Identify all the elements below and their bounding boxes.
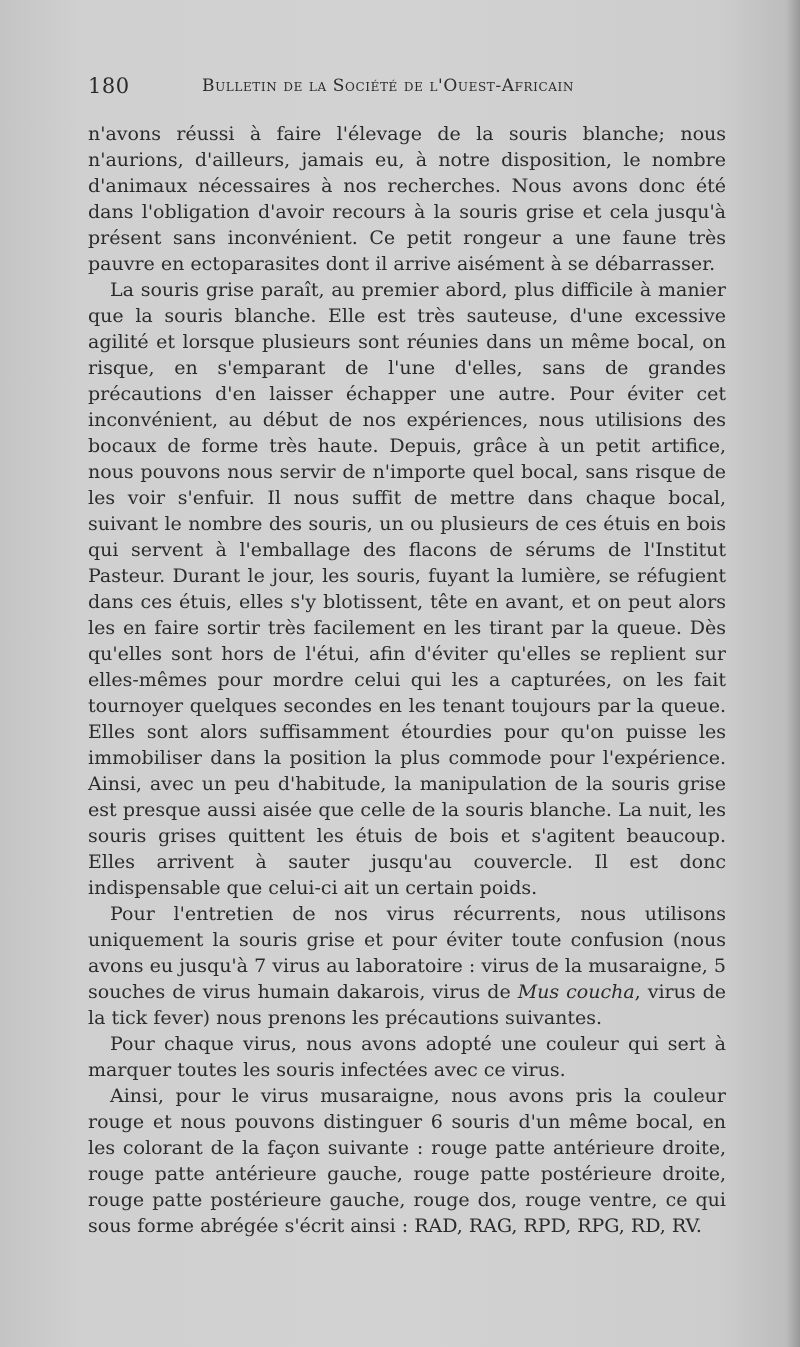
paragraph-3 bbox=[88, 901, 726, 1031]
paragraph-5: Ainsi, pour le virus musaraigne, nous avons pris la couleur rouge et nous pouvons distinguer 6 souris d'un même bocal, en les colorant de la façon suivante : rouge patte antérieure droite, rouge patte antérieure gauche, rouge patte postérieure droite, rouge patte postérieure gauche, rouge dos, rouge ventre, ce qui sous forme abrégée s'écrit ainsi : RAD, RAG, RPD, RPG, RD, RV. bbox=[88, 1085, 726, 1237]
paragraph-4: Pour chaque virus, nous avons adopté une couleur qui sert à marquer toutes les souris infectées avec ce virus. bbox=[88, 1033, 726, 1081]
page-edge-shadow bbox=[786, 0, 800, 1347]
paragraph-1: n'avons réussi à faire l'élevage de la souris blanche; nous n'aurions, d'ailleurs, jamais eu, à notre disposition, le nombre d'animaux nécessaires à nos recherches. Nous avons donc été dans l'obligation d'avoir recours à la souris grise et cela jusqu'à présent sans inconvénient. Ce petit rongeur a une faune très pauvre en ectoparasites dont il arrive aisément à se débarrasser. bbox=[88, 123, 726, 275]
page-number: 180 bbox=[88, 74, 130, 98]
species-name: Mus coucha bbox=[517, 981, 635, 1003]
running-title: Bulletin de la Société de l'Ouest-Africain bbox=[202, 76, 574, 96]
paragraph-3-part-2: , virus de la tick fever) nous prenons les précautions suivantes. bbox=[88, 981, 726, 1029]
page-header bbox=[88, 74, 728, 104]
paragraph-3-part-1: Pour l'entretien de nos virus récurrents, nous utilisons uniquement la souris grise et pour éviter toute confusion (nous avons eu jusqu'à 7 virus au laboratoire : virus de la musaraigne, 5 souches de virus humain dakarois, virus de bbox=[88, 903, 726, 1003]
paragraph-2: La souris grise paraît, au premier abord, plus difficile à manier que la souris blanche. Elle est très sauteuse, d'une excessive agilité et lorsque plusieurs sont réunies dans un même bocal, on risque, en s'emparant de l'une d'elles, sans de grandes précautions d'en laisser échapper une autre. Pour éviter cet inconvénient, au début de nos expériences, nous utilisions des bocaux de forme très haute. Depuis, grâce à un petit artifice, nous pouvons nous servir de n'importe quel bocal, sans risque de les voir s'enfuir. Il nous suffit de mettre dans chaque bocal, suivant le nombre des souris, un ou plusieurs de ces étuis en bois qui servent à l'emballage des flacons de sérums de l'Institut Pasteur. Durant le jour, les souris, fuyant la lumière, se réfugient dans ces étuis, elles s'y blotissent, tête en avant, et on peut alors les en faire sortir très facilement en les tirant par la queue. Dès qu'elles sont hors de l'étui, afin d'éviter qu'elles se replient sur elles-mêmes pour mordre celui qui les a capturées, on les fait tournoyer quelques secondes en les tenant toujours par la queue. Elles sont alors suffisamment étourdies pour qu'on puisse les immobiliser dans la position la plus commode pour l'expérience. Ainsi, avec un peu d'habitude, la manipulation de la souris grise est presque aussi aisée que celle de la souris blanche. La nuit, les souris grises quittent les étuis de bois et s'agitent beaucoup. Elles arrivent à sauter jusqu'au couvercle. Il est donc indispensable que celui-ci ait un certain poids. bbox=[88, 279, 726, 899]
body-text bbox=[88, 121, 726, 1239]
